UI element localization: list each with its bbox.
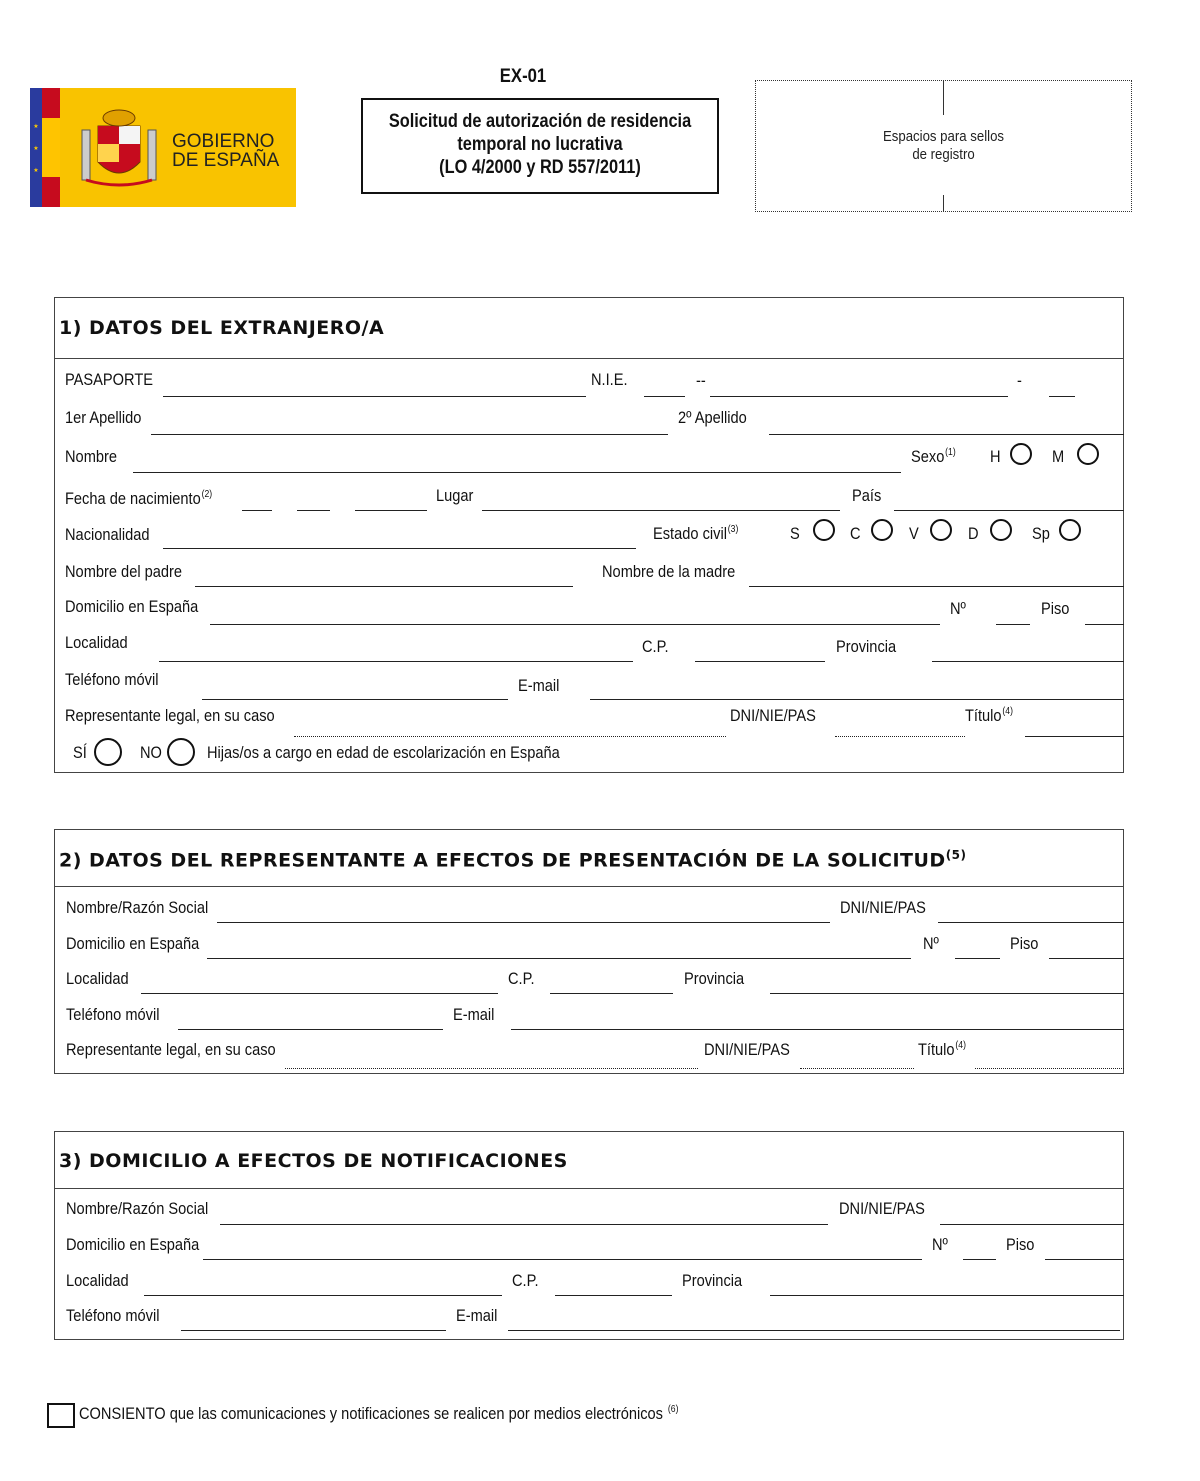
fecha-anio-field[interactable] bbox=[355, 510, 427, 511]
nombre-padre-field[interactable] bbox=[195, 586, 573, 587]
lugar-field[interactable] bbox=[482, 510, 840, 511]
telefono-label: Teléfono móvil bbox=[65, 670, 159, 689]
registry-stamp-box bbox=[755, 80, 1132, 212]
s2-email-field[interactable] bbox=[511, 1029, 1124, 1030]
apellido2-label: 2º Apellido bbox=[678, 408, 747, 427]
ec-c-radio[interactable] bbox=[871, 519, 893, 541]
nie-sep-2: - bbox=[1017, 371, 1022, 390]
fecha-nac-text: Fecha de nacimiento bbox=[65, 489, 201, 508]
sexo-label bbox=[911, 448, 956, 465]
s3-domicilio-field[interactable] bbox=[203, 1259, 922, 1260]
form-title-line2: temporal no lucrativa bbox=[457, 134, 623, 156]
ec-d-radio[interactable] bbox=[990, 519, 1012, 541]
s3-piso-label: Piso bbox=[1006, 1235, 1035, 1254]
s3-piso-field[interactable] bbox=[1045, 1259, 1124, 1260]
consent-text: CONSIENTO que las comunicaciones y notificaciones se realicen por medios electrónicos bbox=[79, 1404, 663, 1423]
section3-title: 3) DOMICILIO A EFECTOS DE NOTIFICACIONES bbox=[59, 1150, 568, 1172]
hijos-si-radio[interactable] bbox=[94, 738, 122, 766]
ec-c-label: C bbox=[850, 524, 861, 543]
consent-label bbox=[79, 1405, 678, 1422]
hijos-label: Hijas/os a cargo en edad de escolarización en España bbox=[207, 743, 560, 762]
section2-title bbox=[59, 848, 967, 871]
stamp-text-line2: de registro bbox=[912, 146, 975, 163]
s2-provincia-label: Provincia bbox=[684, 969, 745, 988]
telefono-field[interactable] bbox=[202, 699, 508, 700]
ec-d-label: D bbox=[968, 524, 979, 543]
ec-v-radio[interactable] bbox=[930, 519, 952, 541]
dni-label: DNI/NIE/PAS bbox=[730, 706, 816, 725]
form-title-box bbox=[361, 98, 719, 194]
fecha-mes-field[interactable] bbox=[297, 510, 330, 511]
fecha-nacimiento-label bbox=[65, 490, 212, 507]
s2-domicilio-field[interactable] bbox=[207, 958, 911, 959]
s3-cp-label: C.P. bbox=[512, 1271, 539, 1290]
titulo-text: Título bbox=[965, 706, 1002, 725]
s3-telefono-field[interactable] bbox=[181, 1330, 446, 1331]
si-label: SÍ bbox=[73, 743, 87, 762]
nombre-label: Nombre bbox=[65, 447, 118, 466]
hijos-no-radio[interactable] bbox=[167, 738, 195, 766]
localidad-field[interactable] bbox=[159, 661, 633, 662]
s2-localidad-label: Localidad bbox=[66, 969, 129, 988]
email-label: E-mail bbox=[518, 676, 560, 695]
s2-representante-field[interactable] bbox=[285, 1068, 698, 1069]
logo-text-2: DE ESPAÑA bbox=[172, 150, 280, 171]
s2-cp-field[interactable] bbox=[550, 993, 673, 994]
s3-numero-label: Nº bbox=[932, 1235, 948, 1254]
stamp-tick-top bbox=[943, 81, 944, 115]
section2-title-note: (5) bbox=[945, 848, 967, 862]
fecha-dia-field[interactable] bbox=[242, 510, 272, 511]
section2-title-text: 2) DATOS DEL REPRESENTANTE A EFECTOS DE PRESENTACIÓN DE LA SOLICITUD bbox=[59, 849, 946, 872]
s2-cp-label: C.P. bbox=[508, 969, 535, 988]
representante-field[interactable] bbox=[294, 736, 726, 737]
piso-label: Piso bbox=[1041, 599, 1070, 618]
section-datos-representante bbox=[54, 829, 1124, 1074]
ec-sp-label: Sp bbox=[1032, 524, 1050, 543]
pasaporte-label: PASAPORTE bbox=[65, 370, 154, 389]
logo-text-1: GOBIERNO bbox=[172, 131, 275, 152]
consent-checkbox[interactable] bbox=[47, 1403, 75, 1428]
nacionalidad-label: Nacionalidad bbox=[65, 525, 150, 544]
svg-text:★: ★ bbox=[33, 168, 39, 174]
fecha-nac-note: (2) bbox=[201, 489, 213, 501]
pais-label: País bbox=[852, 486, 882, 505]
form-title-line1: Solicitud de autorización de residencia bbox=[388, 111, 692, 132]
pasaporte-field[interactable] bbox=[163, 396, 586, 397]
s3-email-label: E-mail bbox=[456, 1306, 498, 1325]
s2-domicilio-label: Domicilio en España bbox=[66, 934, 200, 953]
nombre-madre-label: Nombre de la madre bbox=[602, 562, 736, 581]
s2-dni-label: DNI/NIE/PAS bbox=[840, 898, 926, 917]
nie-sep-1: -- bbox=[696, 371, 706, 390]
section-datos-extranjero bbox=[54, 297, 1124, 773]
ec-s-radio[interactable] bbox=[813, 519, 835, 541]
s3-cp-field[interactable] bbox=[555, 1295, 672, 1296]
s2-piso-label: Piso bbox=[1010, 934, 1039, 953]
nie-field-2[interactable] bbox=[710, 396, 1008, 397]
domicilio-label: Domicilio en España bbox=[65, 597, 199, 616]
s2-nombre-razon-label: Nombre/Razón Social bbox=[66, 898, 209, 917]
consent-note: (6) bbox=[667, 1404, 679, 1416]
s3-email-field[interactable] bbox=[508, 1330, 1120, 1331]
cp-field[interactable] bbox=[695, 661, 825, 662]
gobierno-logo-graphic bbox=[30, 88, 296, 207]
dni-field[interactable] bbox=[835, 736, 965, 737]
cp-label: C.P. bbox=[642, 637, 669, 656]
s2-nombre-razon-field[interactable] bbox=[217, 922, 830, 923]
provincia-label: Provincia bbox=[836, 637, 897, 656]
section2-divider bbox=[55, 886, 1123, 887]
nombre-padre-label: Nombre del padre bbox=[65, 562, 183, 581]
numero-field[interactable] bbox=[996, 624, 1030, 625]
sexo-m-label: M bbox=[1052, 447, 1065, 466]
apellido1-field[interactable] bbox=[151, 434, 668, 435]
no-label: NO bbox=[140, 743, 162, 762]
s3-nombre-razon-field[interactable] bbox=[220, 1224, 828, 1225]
s2-representante-label: Representante legal, en su caso bbox=[66, 1040, 276, 1059]
provincia-field[interactable] bbox=[932, 661, 1124, 662]
estado-civil-label bbox=[653, 525, 738, 542]
estado-civil-note: (3) bbox=[727, 524, 739, 536]
doc-code: EX-01 bbox=[499, 66, 547, 87]
s3-dni-field[interactable] bbox=[940, 1224, 1124, 1225]
s3-localidad-label: Localidad bbox=[66, 1271, 129, 1290]
s2-telefono-field[interactable] bbox=[178, 1029, 443, 1030]
s2-numero-label: Nº bbox=[923, 934, 939, 953]
s2-dni-field[interactable] bbox=[938, 922, 1124, 923]
localidad-label: Localidad bbox=[65, 633, 128, 652]
stamp-text-line1: Espacios para sellos bbox=[882, 128, 1005, 145]
sexo-h-radio[interactable] bbox=[1010, 443, 1032, 465]
lugar-label: Lugar bbox=[436, 486, 474, 505]
sexo-m-radio[interactable] bbox=[1077, 443, 1099, 465]
gobierno-logo bbox=[30, 88, 296, 207]
s2-titulo-note: (4) bbox=[955, 1040, 966, 1052]
ec-sp-radio[interactable] bbox=[1059, 519, 1081, 541]
s2-piso-field[interactable] bbox=[1049, 958, 1124, 959]
section1-divider bbox=[55, 358, 1123, 359]
nombre-field[interactable] bbox=[133, 472, 901, 473]
representante-label: Representante legal, en su caso bbox=[65, 706, 275, 725]
pais-field[interactable] bbox=[894, 510, 1124, 511]
svg-text:★: ★ bbox=[33, 146, 39, 152]
email-field[interactable] bbox=[590, 699, 1124, 700]
s2-titulo-field[interactable] bbox=[975, 1068, 1124, 1069]
s2-dni2-label: DNI/NIE/PAS bbox=[704, 1040, 790, 1059]
s2-numero-field[interactable] bbox=[955, 958, 1000, 959]
sexo-h-label: H bbox=[990, 447, 1001, 466]
nombre-madre-field[interactable] bbox=[749, 586, 1124, 587]
s2-titulo-text: Título bbox=[918, 1040, 955, 1059]
section1-title: 1) DATOS DEL EXTRANJERO/A bbox=[59, 317, 385, 339]
numero-label: Nº bbox=[950, 599, 966, 618]
sexo-text: Sexo bbox=[911, 447, 945, 466]
s2-provincia-field[interactable] bbox=[770, 993, 1124, 994]
stamp-tick-bottom bbox=[943, 195, 944, 211]
nie-label: N.I.E. bbox=[591, 370, 628, 389]
ec-v-label: V bbox=[909, 524, 919, 543]
s2-titulo-label bbox=[918, 1041, 966, 1058]
s3-provincia-field[interactable] bbox=[770, 1295, 1124, 1296]
form-title-line3: (LO 4/2000 y RD 557/2011) bbox=[439, 157, 641, 179]
s3-numero-field[interactable] bbox=[963, 1259, 996, 1260]
piso-field[interactable] bbox=[1085, 624, 1124, 625]
section-domicilio-notificaciones bbox=[54, 1131, 1124, 1340]
ec-s-label: S bbox=[790, 524, 800, 543]
s2-telefono-label: Teléfono móvil bbox=[66, 1005, 160, 1024]
domicilio-field[interactable] bbox=[210, 624, 940, 625]
estado-civil-text: Estado civil bbox=[653, 524, 727, 543]
stamp-text bbox=[779, 128, 1109, 164]
s2-localidad-field[interactable] bbox=[141, 993, 498, 994]
titulo-field[interactable] bbox=[1025, 736, 1124, 737]
section3-divider bbox=[55, 1188, 1123, 1189]
s2-email-label: E-mail bbox=[453, 1005, 495, 1024]
nacionalidad-field[interactable] bbox=[163, 548, 636, 549]
s3-telefono-label: Teléfono móvil bbox=[66, 1306, 160, 1325]
s3-domicilio-label: Domicilio en España bbox=[66, 1235, 200, 1254]
s3-dni-label: DNI/NIE/PAS bbox=[839, 1199, 925, 1218]
nie-field-3[interactable] bbox=[1049, 396, 1075, 397]
s2-dni2-field[interactable] bbox=[800, 1068, 914, 1069]
s3-nombre-razon-label: Nombre/Razón Social bbox=[66, 1199, 209, 1218]
apellido2-field[interactable] bbox=[769, 434, 1124, 435]
s3-localidad-field[interactable] bbox=[144, 1295, 502, 1296]
svg-text:★: ★ bbox=[33, 124, 39, 130]
nie-field-1[interactable] bbox=[644, 396, 685, 397]
titulo-note: (4) bbox=[1002, 706, 1013, 718]
titulo-label bbox=[965, 707, 1013, 724]
apellido1-label: 1er Apellido bbox=[65, 408, 142, 427]
s3-provincia-label: Provincia bbox=[682, 1271, 743, 1290]
sexo-note: (1) bbox=[945, 447, 956, 459]
